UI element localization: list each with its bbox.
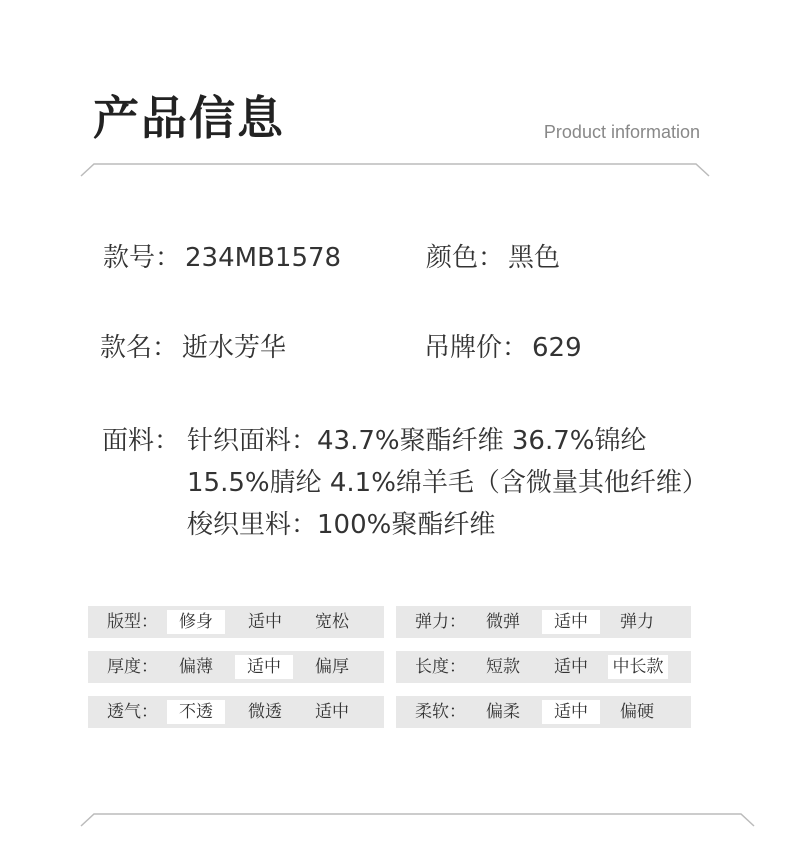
attr-length	[396, 651, 691, 683]
attr-option: 偏厚	[315, 657, 349, 677]
attr-label: 柔软：	[415, 702, 466, 722]
attr-option: 不透	[167, 700, 225, 724]
attr-thickness	[88, 651, 384, 683]
attr-option: 弹力	[620, 612, 654, 632]
attr-option: 微弹	[486, 612, 520, 632]
top-divider	[78, 160, 712, 180]
style-number-value: 234MB1578	[185, 243, 342, 273]
color-label: 颜色：	[426, 243, 505, 273]
bottom-divider	[78, 810, 758, 830]
attr-option: 适中	[248, 612, 282, 632]
attr-label: 透气：	[107, 702, 158, 722]
material-line: 针织面料：43.7%聚酯纤维 36.7%锦纶	[187, 426, 647, 456]
page-subtitle: Product information	[543, 122, 700, 142]
attr-option: 宽松	[315, 612, 349, 632]
material-label: 面料：	[102, 426, 181, 456]
style-number-label: 款号：	[103, 243, 182, 273]
attr-label: 长度：	[415, 657, 466, 677]
page-title: 产品信息	[93, 91, 285, 145]
attr-option: 修身	[167, 610, 225, 634]
attr-option: 中长款	[608, 655, 668, 679]
tag-price-label: 吊牌价：	[424, 333, 529, 363]
attr-elasticity	[396, 606, 691, 638]
attr-label: 版型：	[107, 612, 158, 632]
material-line: 梭织里料：100%聚酯纤维	[187, 510, 496, 540]
attr-option: 偏薄	[179, 657, 213, 677]
attr-option: 微透	[248, 702, 282, 722]
attr-label: 弹力：	[415, 612, 466, 632]
attr-option: 短款	[486, 657, 520, 677]
style-name-label: 款名：	[100, 333, 179, 363]
attr-label: 厚度：	[107, 657, 158, 677]
material-line: 15.5%腈纶 4.1%绵羊毛（含微量其他纤维）	[187, 468, 708, 498]
tag-price-row	[424, 331, 582, 365]
attr-option: 偏硬	[620, 702, 654, 722]
attr-option: 适中	[542, 700, 600, 724]
style-name-row	[100, 331, 286, 365]
attr-option: 适中	[235, 655, 293, 679]
attr-option: 适中	[542, 610, 600, 634]
attr-fit	[88, 606, 384, 638]
material-lines	[187, 420, 708, 546]
color-value: 黑色	[508, 243, 561, 273]
style-number-row	[103, 241, 341, 275]
attr-option: 适中	[315, 702, 349, 722]
tag-price-value: 629	[532, 333, 582, 363]
attr-softness	[396, 696, 691, 728]
attr-option: 偏柔	[486, 702, 520, 722]
attr-breathability	[88, 696, 384, 728]
attr-option: 适中	[554, 657, 588, 677]
style-name-value: 逝水芳华	[182, 333, 287, 363]
color-row	[426, 241, 560, 275]
